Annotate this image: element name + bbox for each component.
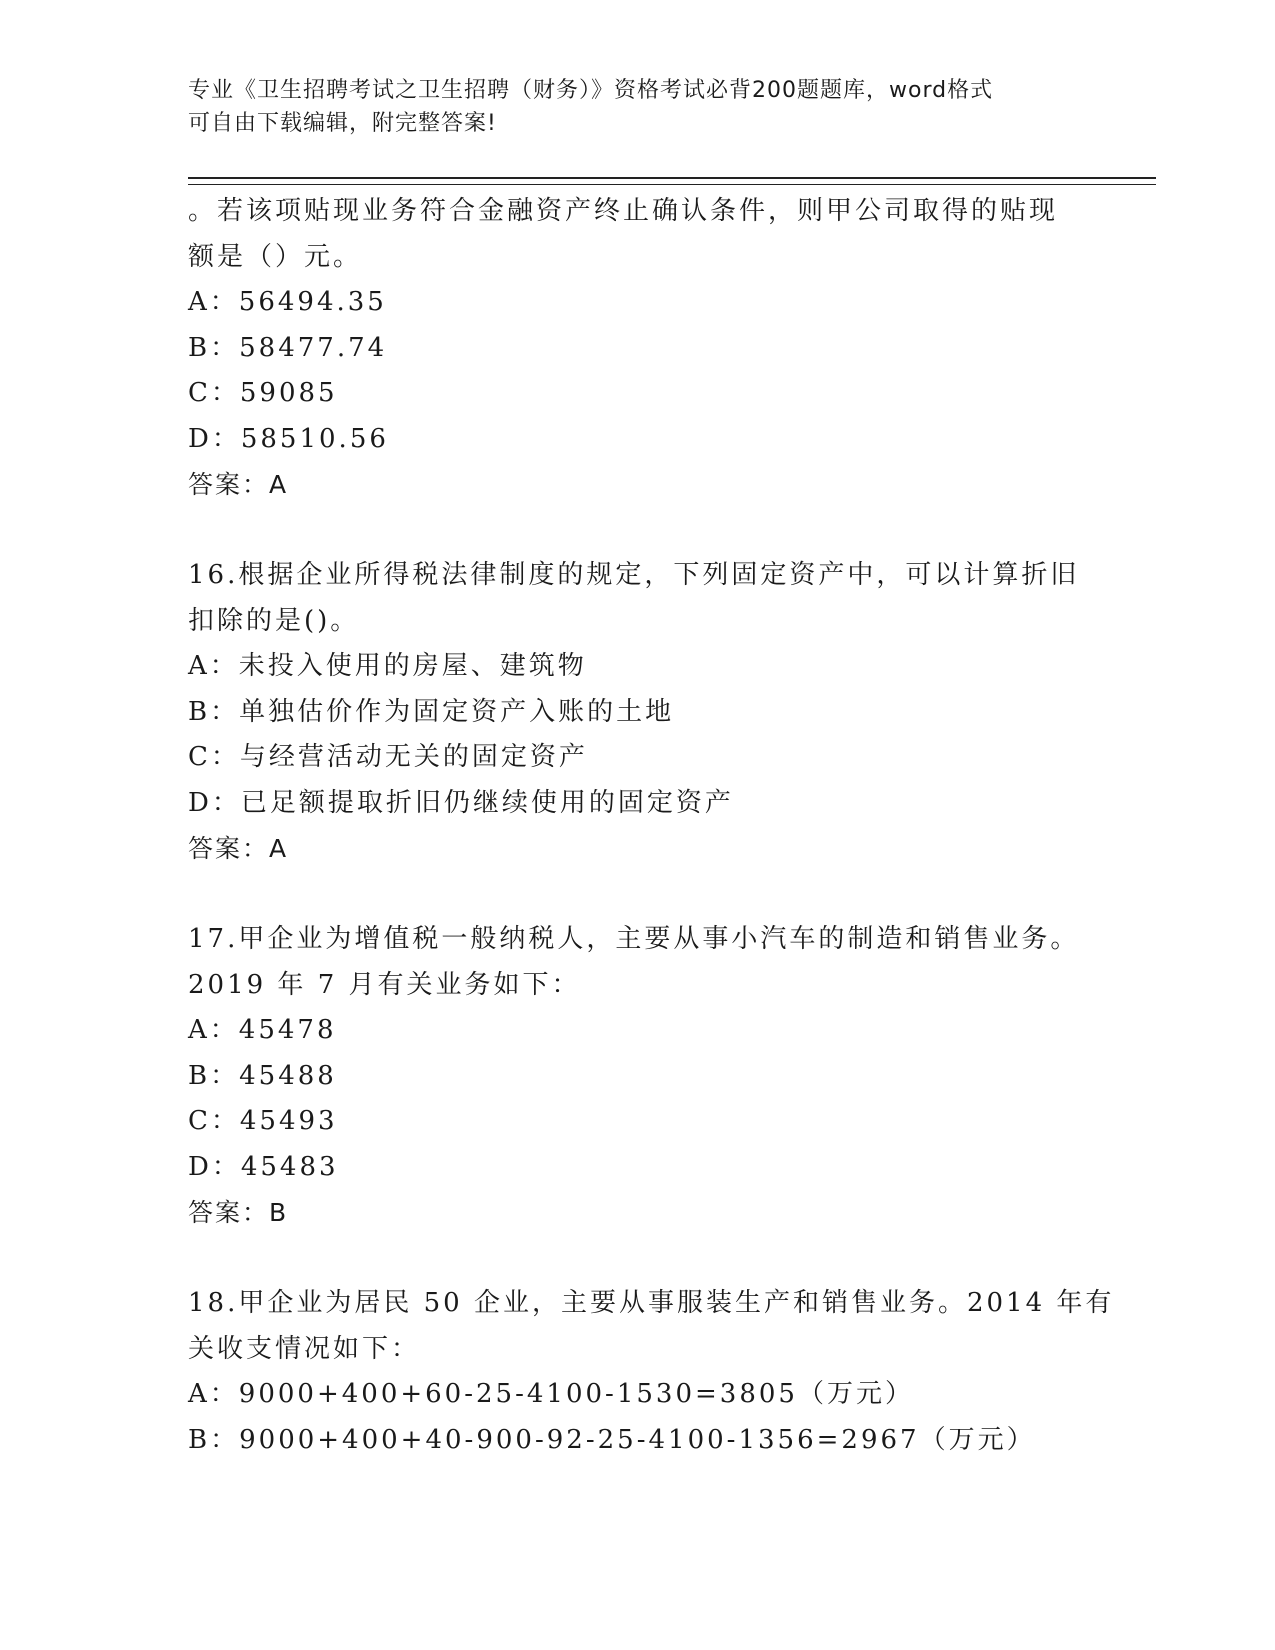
option-c: C：45493 <box>188 1106 338 1136</box>
header-title-line-1: 专业《卫生招聘考试之卫生招聘（财务）》资格考试必背200题题库，word格式 <box>188 78 994 103</box>
option-d: D：已足额提取折旧仍继续使用的固定资产 <box>188 787 734 818</box>
option-b: B：45488 <box>188 1060 337 1091</box>
option-d: D：45483 <box>188 1151 339 1182</box>
header-title-line-2: 可自由下载编辑，附完整答案! <box>188 111 497 136</box>
question-text: 扣除的是()。 <box>188 605 360 636</box>
question-text: 17.甲企业为增值税一般纳税人，主要从事小汽车的制造和销售业务。 <box>188 924 1080 954</box>
question-text: 16.根据企业所得税法律制度的规定，下列固定资产中，可以计算折旧 <box>188 560 1080 590</box>
question-text: 额是（）元。 <box>188 241 363 272</box>
question-text: 18.甲企业为居民 50 企业，主要从事服装生产和销售业务。2014 年有 <box>188 1288 1115 1318</box>
header-divider <box>188 177 1156 185</box>
option-b: B：9000+400+40-900-92-25-4100-1356=2967（万元） <box>188 1424 1036 1455</box>
answer-line: 答案：A <box>188 470 289 499</box>
answer-line: 答案：A <box>188 834 289 863</box>
question-block <box>188 189 1088 508</box>
option-b: B：58477.74 <box>188 332 388 363</box>
option-d: D：58510.56 <box>188 423 389 454</box>
spacer <box>188 508 1088 554</box>
question-text: 关收支情况如下： <box>188 1333 421 1364</box>
page-header <box>188 74 1068 140</box>
answer-line: 答案：B <box>188 1198 289 1227</box>
spacer <box>188 872 1088 918</box>
question-block <box>188 553 1088 872</box>
option-b: B：单独估价作为固定资产入账的土地 <box>188 696 675 727</box>
question-text: 。若该项贴现业务符合金融资产终止确认条件，则甲公司取得的贴现 <box>188 196 1059 226</box>
option-c: C：59085 <box>188 378 338 408</box>
option-a: A：45478 <box>188 1015 337 1045</box>
question-block <box>188 1281 1115 1463</box>
option-a: A：未投入使用的房屋、建筑物 <box>188 651 587 681</box>
option-a: A：56494.35 <box>188 287 387 317</box>
spacer <box>188 1236 1088 1282</box>
option-c: C：与经营活动无关的固定资产 <box>188 742 588 772</box>
question-list <box>188 189 1115 1463</box>
option-a: A：9000+400+60-25-4100-1530=3805（万元） <box>188 1379 914 1409</box>
question-text: 2019 年 7 月有关业务如下： <box>188 969 581 1000</box>
question-block <box>188 917 1088 1236</box>
